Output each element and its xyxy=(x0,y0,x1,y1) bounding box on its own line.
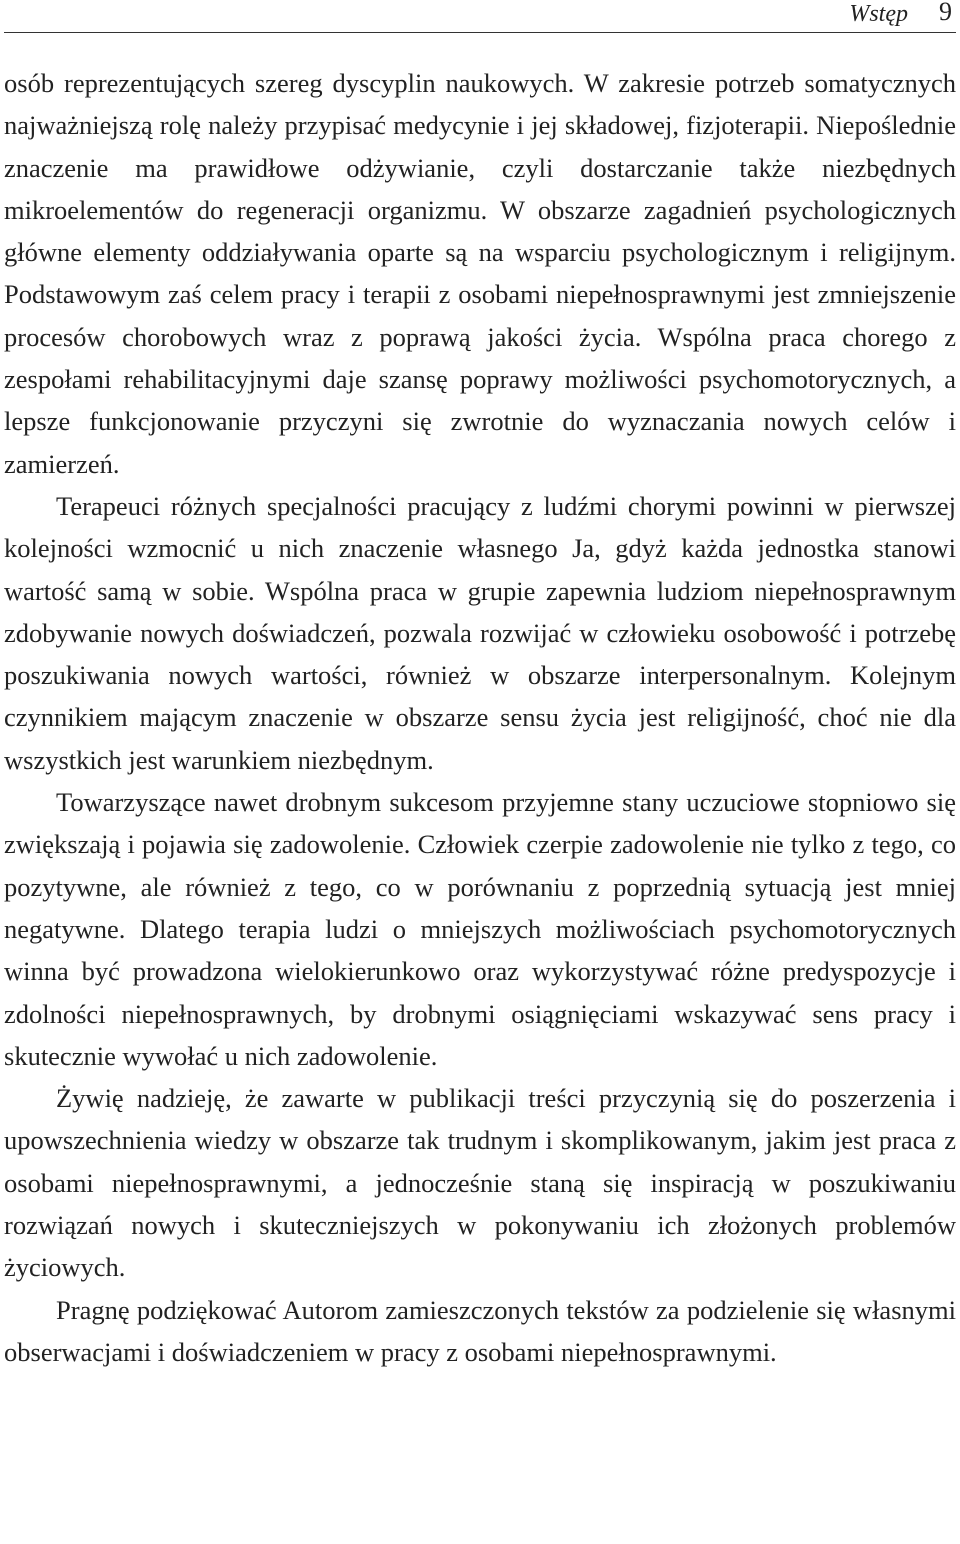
paragraph-continued: osób reprezentujących szereg dyscyplin naukowych. W zakresie potrzeb somatycznych najważniejszą rolę należy przypisać medycynie i jej składowej, fizjoterapii. Niepoślednie znaczenie ma prawidłowe odżywianie, czyli dostarczanie także niezbędnych mikroelementów do regeneracji organizmu. W obszarze zagadnień psychologicznych główne elementy oddziaływania oparte są na wsparciu psychologicznym i religijnym. Podstawowym zaś celem pracy i terapii z osobami niepełnosprawnymi jest zmniejszenie procesów chorobowych wraz z poprawą jakości życia. Wspólna praca chorego z zespołami rehabilitacyjnymi daje szansę poprawy możliwości psychomotorycznych, a lepsze funkcjonowanie przyczyni się zwrotnie do wyznaczania nowych celów i zamierzeń. xyxy=(4,68,956,479)
paragraph: Terapeuci różnych specjalności pracujący z ludźmi chorymi powinni w pierwszej kolejności wzmocnić u nich znaczenie własnego Ja, gdyż każda jednostka stanowi wartość samą w sobie. Wspólna praca w grupie zapewnia ludziom niepełnosprawnym zdobywanie nowych doświadczeń, pozwala rozwijać w człowieku osobowość i potrzebę poszukiwania nowych wartości, również w obszarze interpersonalnym. Kolejnym czynnikiem mającym znaczenie w obszarze sensu życia jest religijność, choć nie dla wszystkich jest warunkiem niezbędnym. xyxy=(4,490,956,775)
body-text xyxy=(4,62,956,1373)
running-header xyxy=(4,0,956,33)
paragraph: Żywię nadzieję, że zawarte w publikacji treści przyczynią się do poszerzenia i upowszechnienia wiedzy w obszarze tak trudnym i skomplikowanym, jakim jest praca z osobami niepełnosprawnymi, a jednocześnie staną się inspiracją w poszukiwaniu rozwiązań nowych i skuteczniejszych w pokonywaniu ich złożonych problemów życiowych. xyxy=(4,1083,956,1283)
section-title: Wstęp xyxy=(849,1,908,27)
paragraph: Towarzyszące nawet drobnym sukcesom przyjemne stany uczuciowe stopniowo się zwiększają i pojawia się zadowolenie. Człowiek czerpie zadowolenie nie tylko z tego, co pozytywne, ale również z tego, co w porównaniu z poprzednią sytuacją jest mniej negatywne. Dlatego terapia ludzi o mniejszych możliwościach psychomotorycznych winna być prowadzona wielokierunkowo oraz wykorzystywać różne predyspozycje i zdolności niepełnosprawnych, by drobnymi osiągnięciami wskazywać sens pracy i skutecznie wywołać u nich zadowolenie. xyxy=(4,787,956,1071)
paragraph: Pragnę podziękować Autorom zamieszczonych tekstów za podzielenie się własnymi obserwacjami i doświadczeniem w pracy z osobami niepełnosprawnymi. xyxy=(4,1294,956,1367)
page-number: 9 xyxy=(939,0,952,26)
